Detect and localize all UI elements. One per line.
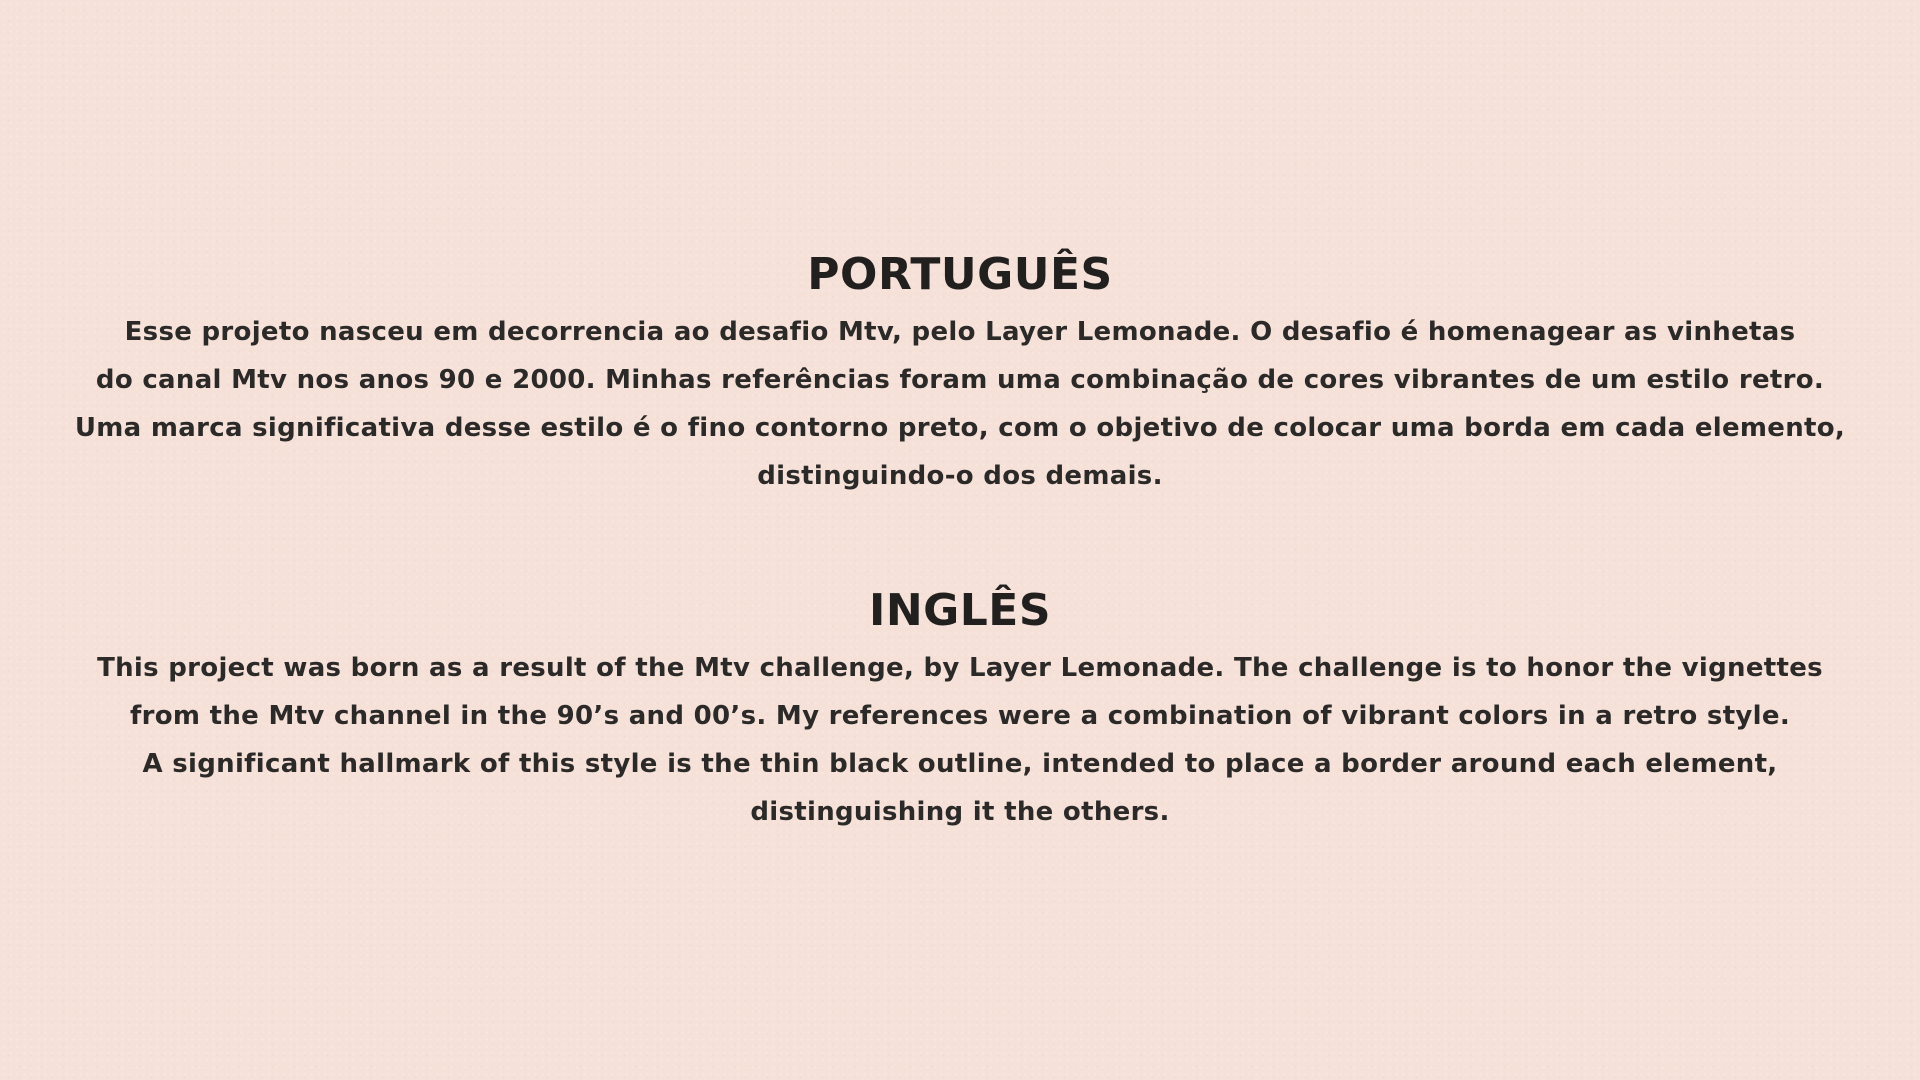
portuguese-paragraph xyxy=(0,308,1920,500)
english-heading: INGLÊS xyxy=(868,585,1052,636)
portuguese-line-2: do canal Mtv nos anos 90 e 2000. Minhas referências foram uma combinação de cores vibrantes de um estilo retro. xyxy=(95,365,1825,395)
portuguese-section xyxy=(0,250,1920,500)
portuguese-line-3: Uma marca significativa desse estilo é o fino contorno preto, com o objetivo de colocar uma borda em cada elemento, xyxy=(74,413,1846,443)
portuguese-line-1: Esse projeto nasceu em decorrencia ao desafio Mtv, pelo Layer Lemonade. O desafio é homenagear as vinhetas xyxy=(124,317,1796,347)
english-section xyxy=(0,586,1920,836)
portuguese-heading: PORTUGUÊS xyxy=(807,249,1113,300)
english-line-4: distinguishing it the others. xyxy=(750,797,1170,827)
english-line-3: A significant hallmark of this style is the thin black outline, intended to place a border around each element, xyxy=(142,749,1778,779)
english-paragraph xyxy=(0,644,1920,836)
english-line-1: This project was born as a result of the Mtv challenge, by Layer Lemonade. The challenge is to honor the vignettes xyxy=(97,653,1823,683)
portuguese-line-4: distinguindo-o dos demais. xyxy=(757,461,1163,491)
english-line-2: from the Mtv channel in the 90’s and 00’s. My references were a combination of vibrant colors in a retro style. xyxy=(129,701,1790,731)
